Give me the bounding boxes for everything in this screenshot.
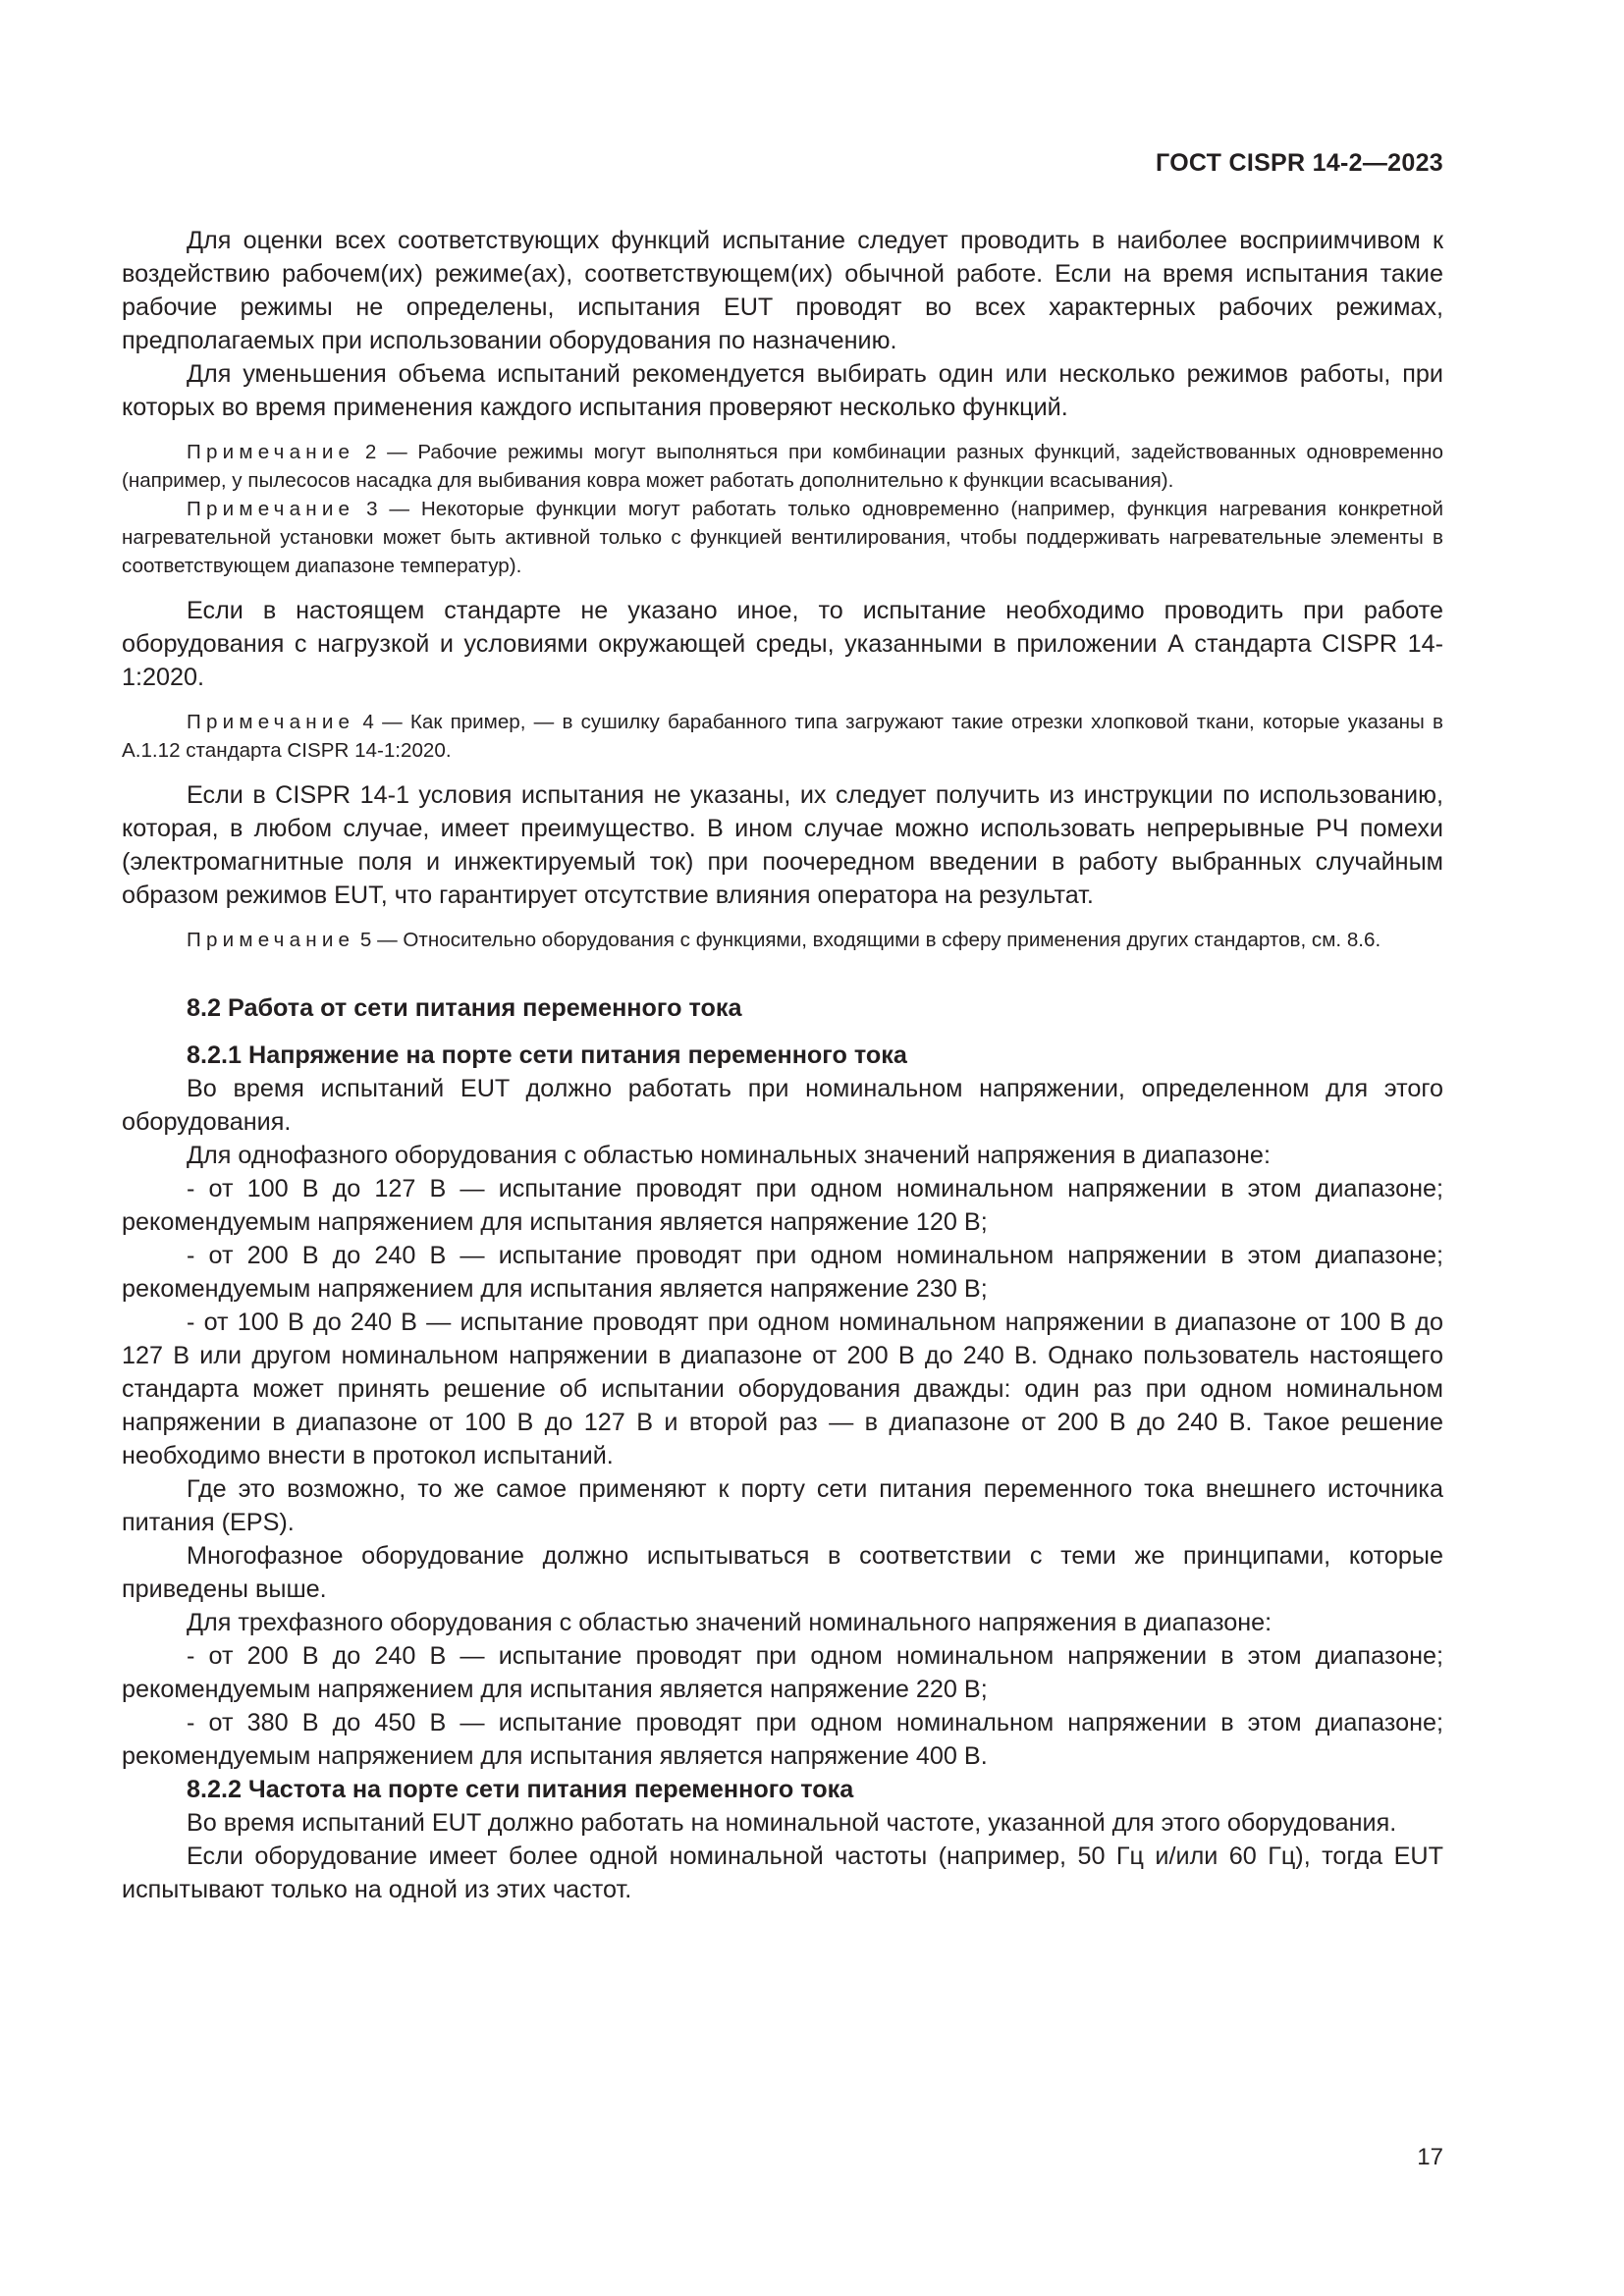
- note-4: [122, 708, 1443, 765]
- section-heading: 8.2 Работа от сети питания переменного тока: [187, 994, 742, 1022]
- list-item: - от 200 В до 240 В — испытание проводят при одном номинальном напряжении в этом диапазоне; рекомендуемым напряжением для испытания является напряжение 220 В;: [122, 1642, 1443, 1703]
- paragraph: Для оценки всех соответствующих функций испытание следует проводить в наиболее восприимчивом к воздействию рабочем(их) режиме(ах), соответствующем(их) обычной работе. Если на время испытания такие рабочие режимы не определены, испытания EUT проводят во всех характерных рабочих режимах, предполагаемых при использовании оборудования по назначению.: [122, 227, 1443, 354]
- note-label: Примечание: [187, 498, 355, 520]
- paragraph: Для уменьшения объема испытаний рекомендуется выбирать один или несколько режимов работы, при которых во время применения каждого испытания проверяют несколько функций.: [122, 360, 1443, 421]
- paragraph: Если в настоящем стандарте не указано иное, то испытание необходимо проводить при работе оборудования с нагрузкой и условиями окружающей среды, указанными в приложении А стандарта CISPR 14-1:2020.: [122, 597, 1443, 691]
- list-item: - от 100 В до 127 В — испытание проводят при одном номинальном напряжении в этом диапазоне; рекомендуемым напряжением для испытания является напряжение 120 В;: [122, 1175, 1443, 1236]
- page-number: 17: [1417, 2144, 1443, 2170]
- note-label: Примечание: [187, 711, 355, 733]
- page-content: [122, 224, 1443, 1906]
- subsection-heading: 8.2.1 Напряжение на порте сети питания переменного тока: [187, 1041, 907, 1069]
- paragraph: Если в CISPR 14-1 условия испытания не указаны, их следует получить из инструкции по использованию, которая, в любом случае, имеет преимущество. В ином случае можно использовать непрерывные РЧ помехи (электромагнитные поля и инжектируемый ток) при поочередном введении в работу выбранных случайным образом режимов EUT, что гарантирует отсутствие влияния оператора на результат.: [122, 781, 1443, 909]
- standard-header: ГОСТ CISPR 14-2—2023: [1156, 149, 1443, 177]
- paragraph: Во время испытаний EUT должно работать на номинальной частоте, указанной для этого оборудования.: [187, 1809, 1397, 1837]
- note-3: [122, 495, 1443, 580]
- paragraph: Многофазное оборудование должно испытываться в соответствии с теми же принципами, которые приведены выше.: [122, 1542, 1443, 1603]
- note-text: 2 — Рабочие режимы могут выполняться при комбинации разных функций, задействованных одновременно (например, у пылесосов насадка для выбивания ковра может работать дополнительно к функции всасывания).: [122, 441, 1443, 492]
- paragraph: Во время испытаний EUT должно работать при номинальном напряжении, определенном для этого оборудования.: [122, 1075, 1443, 1136]
- note-label: Примечание: [187, 929, 355, 951]
- note-text: 5 — Относительно оборудования с функциями, входящими в сферу применения других стандартов, см. 8.6.: [354, 929, 1381, 951]
- note-5: [122, 926, 1443, 954]
- paragraph: Где это возможно, то же самое применяют к порту сети питания переменного тока внешнего источника питания (EPS).: [122, 1475, 1443, 1536]
- note-label: Примечание: [187, 441, 355, 463]
- list-item: - от 100 В до 240 В — испытание проводят при одном номинальном напряжении в диапазоне от 100 В до 127 В или другом номинальном напряжении в диапазоне от 200 В до 240 В. Однако пользователь настоящего стандарта может принять решение об испытании оборудования дважды: один раз при одном номинальном напряжении в диапазоне от 100 В до 127 В и второй раз — в диапазоне от 200 В до 240 В. Такое решение необходимо внести в протокол испытаний.: [122, 1308, 1443, 1469]
- list-item: - от 200 В до 240 В — испытание проводят при одном номинальном напряжении в этом диапазоне; рекомендуемым напряжением для испытания является напряжение 230 В;: [122, 1242, 1443, 1303]
- paragraph: Для трехфазного оборудования с областью значений номинального напряжения в диапазоне:: [187, 1609, 1272, 1636]
- note-2: [122, 438, 1443, 495]
- list-item: - от 380 В до 450 В — испытание проводят при одном номинальном напряжении в этом диапазоне; рекомендуемым напряжением для испытания является напряжение 400 В.: [122, 1709, 1443, 1770]
- paragraph: Если оборудование имеет более одной номинальной частоты (например, 50 Гц и/или 60 Гц), тогда EUT испытывают только на одной из этих частот.: [122, 1842, 1443, 1903]
- subsection-heading: 8.2.2 Частота на порте сети питания переменного тока: [187, 1776, 854, 1803]
- note-text: 3 — Некоторые функции могут работать только одновременно (например, функция нагревания конкретной нагревательной установки может быть активной только с функцией вентилирования, чтобы поддерживать нагревательные элементы в соответствующем диапазоне температур).: [122, 498, 1443, 577]
- note-text: 4 — Как пример, — в сушилку барабанного типа загружают такие отрезки хлопковой ткани, которые указаны в А.1.12 стандарта CISPR 14-1:2020.: [122, 711, 1443, 762]
- paragraph: Для однофазного оборудования с областью номинальных значений напряжения в диапазоне:: [187, 1142, 1271, 1169]
